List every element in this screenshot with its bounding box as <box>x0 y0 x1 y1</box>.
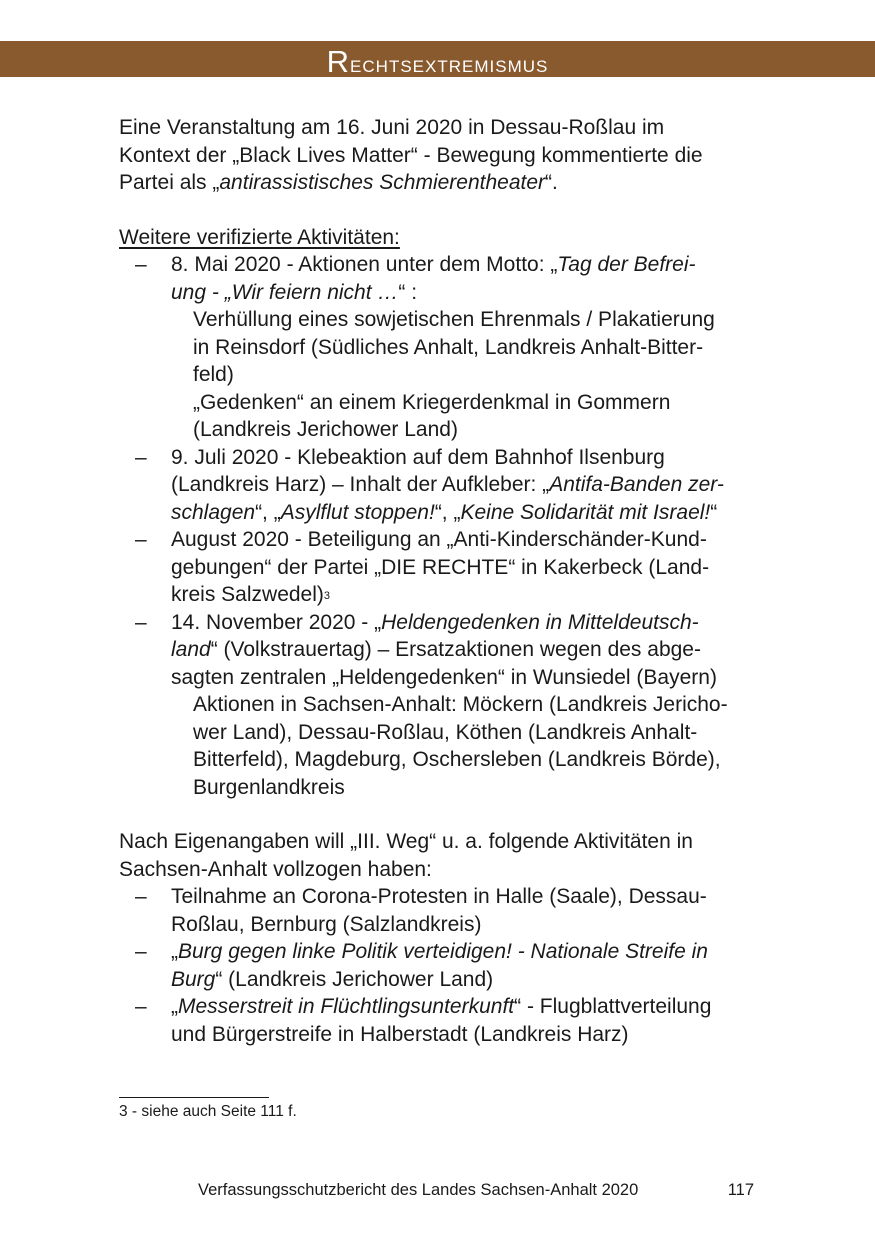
footnote-reference: 3 <box>323 590 331 602</box>
list-item-detail: Aktionen in Sachsen-Anhalt: Möckern (Landkreis Jericho- wer Land), Dessau-Roßlau, Köthen (Landkreis Anhalt- Bitterfeld), Magdeburg, Oschersleben (Landkreis Börde), Burgenlandkreis <box>193 693 728 799</box>
list-item: – 14. November 2020 - „Heldengedenken in Mitteldeutsch- land“ (Volkstrauertag) – Ersatzaktionen wegen des abge- sagten zentralen „Heldengedenken“ in Wunsiedel (Bayern) Aktionen in Sachsen-Anhalt: Möckern (Landkreis Jericho- wer Land), Dessau-Roßlau, Köthen (Landkreis Anhalt- Bitterfeld), Magdeburg, Oschersleben (Landkreis Börde), Burgenlandkreis <box>119 609 764 802</box>
list-item-detail: Verhüllung eines sowjetischen Ehrenmals / Plakatierung in Reinsdorf (Südliches Anhalt, Landkreis Anhalt-Bitter- feld) „Gedenken“ an einem Kriegerdenkmal in Gommern (Landkreis Jerichower Land) <box>193 308 715 441</box>
list-item: – „Messerstreit in Flüchtlingsunterkunft“ - Flugblattverteilung und Bürgerstreife in Halberstadt (Landkreis Harz) <box>135 995 712 1046</box>
weg-paragraph: Nach Eigenangaben will „III. Weg“ u. a. folgende Aktivitäten in Sachsen-Anhalt vollzogen haben: <box>119 830 693 881</box>
list-dash: – <box>135 445 147 469</box>
page-body <box>119 114 764 1048</box>
list-dash: – <box>135 940 147 963</box>
page-footer <box>198 1181 754 1200</box>
section-title: Rechtsextremismus <box>326 44 549 79</box>
section-header-bar <box>0 41 875 77</box>
list-dash: – <box>135 995 147 1018</box>
list-dash: – <box>135 610 147 634</box>
footnote: 3 - siehe auch Seite 111 f. <box>119 1103 297 1120</box>
list-item: – 8. Mai 2020 - Aktionen unter dem Motto: „Tag der Befrei- ung - „Wir feiern nicht …“ : Verhüllung eines sowjetischen Ehrenmals / Plakatierung in Reinsdorf (Südliches Anhalt, Landkreis Anhalt-Bitter- feld) „Gedenken“ an einem Kriegerdenkmal in Gommern (Landkreis Jerichower Land) <box>119 251 764 444</box>
list-item: – „Burg gegen linke Politik verteidigen! - Nationale Streife in Burg“ (Landkreis Jerichower Land) <box>135 940 708 991</box>
footnote-divider <box>119 1097 269 1098</box>
page-number: 117 <box>727 1181 754 1199</box>
activities-heading: Weitere verifizierte Aktivitäten: <box>119 225 400 249</box>
list-dash: – <box>135 528 147 551</box>
list-item: – 9. Juli 2020 - Klebeaktion auf dem Bahnhof Ilsenburg (Landkreis Harz) – Inhalt der Aufkleber: „Antifa-Banden zer- schlagen“, „Asylflut stoppen!“, „Keine Solidarität mit Israel!“ <box>135 445 724 524</box>
list-item: – August 2020 - Beteiligung an „Anti-Kinderschänder-Kund- gebungen“ der Partei „DIE RECHTE“ in Kakerbeck (Land- kreis Salzwedel)$^3$ <box>135 528 710 606</box>
list-item: – Teilnahme an Corona-Protesten in Halle (Saale), Dessau- Roßlau, Bernburg (Salzlandkreis) <box>135 885 707 936</box>
list-dash: – <box>135 253 147 276</box>
list-dash: – <box>135 885 147 908</box>
intro-paragraph: Eine Veranstaltung am 16. Juni 2020 in Dessau-Roßlau im Kontext der „Black Lives Matter“ - Bewegung kommentierte die Partei als „antirassistisches Schmierentheater“. <box>119 116 703 194</box>
publication-title: Verfassungsschutzbericht des Landes Sachsen-Anhalt 2020 <box>198 1181 639 1199</box>
